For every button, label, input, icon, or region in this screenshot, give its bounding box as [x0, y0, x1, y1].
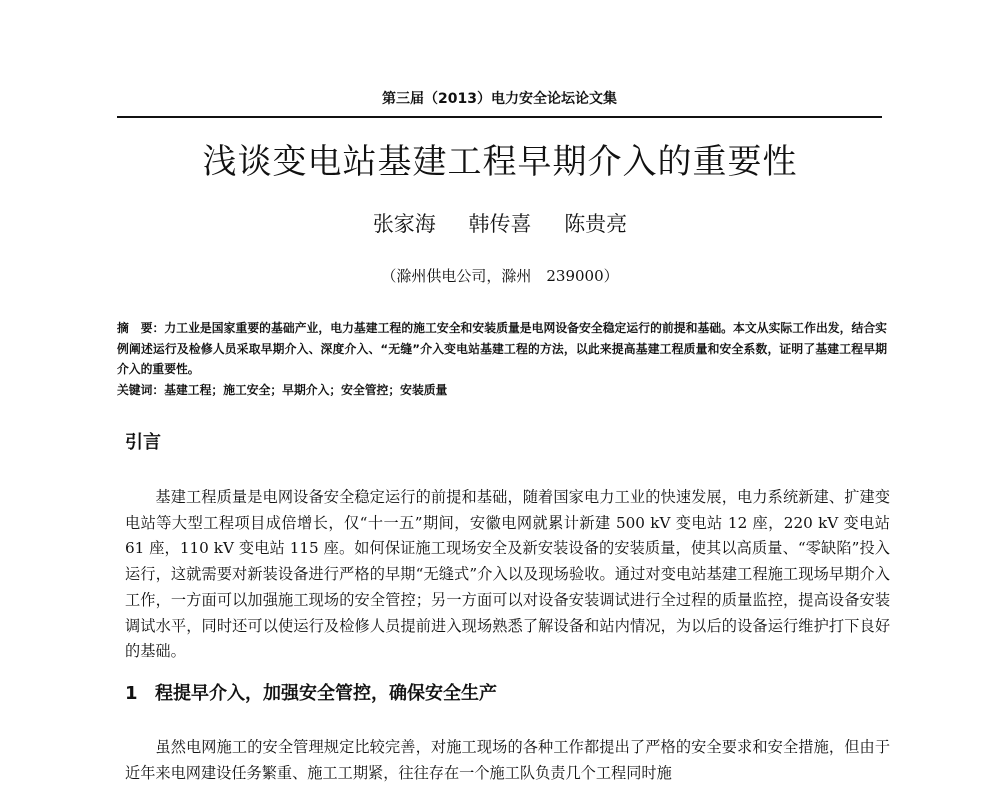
section-heading-1 — [125, 681, 497, 707]
article-title: 浅谈变电站基建工程早期介入的重要性 — [202, 142, 798, 182]
keywords-text: 基建工程；施工安全；早期介入；安全管控；安装质量 — [164, 382, 448, 397]
abstract-text: 力工业是国家重要的基础产业，电力基建工程的施工安全和安装质量是电网设备安全稳定运行的前提和基础。本文从实际工作出发，结合实例阐述运行及检修人员采取早期介入、深度介入、“无缝”介入变电站基建工程的方法，以此来提高基建工程质量和安全系数，证明了基建工程早期介入的重要性。 — [117, 321, 887, 376]
abstract-paragraph — [117, 318, 887, 380]
journal-header — [117, 88, 882, 118]
abstract-label: 摘 要： — [117, 321, 165, 335]
keywords-line — [117, 380, 887, 401]
author-name: 陈贵亮 — [564, 212, 628, 236]
author-name: 张家海 — [372, 212, 436, 236]
section-heading-text: 程提早介入，加强安全管控，确保安全生产 — [155, 683, 497, 704]
author-name: 韩传喜 — [468, 212, 532, 236]
abstract-block — [117, 318, 887, 400]
author-affiliation: （滁州供电公司，滁州 239000） — [381, 267, 619, 285]
keywords-label: 关键词： — [117, 382, 165, 397]
section-number: 1 — [125, 683, 138, 704]
journal-title: 第三届（2013）电力安全论坛论文集 — [382, 91, 617, 107]
section-heading-intro: 引言 — [125, 432, 161, 453]
section1-paragraph: 虽然电网施工的安全管理规定比较完善，对施工现场的各种工作都提出了严格的安全要求和安全措施，但由于近年来电网建设任务繁重、施工工期紧，往往存在一个施工队负责几个工程同时施 — [125, 738, 890, 782]
author-list — [0, 209, 1000, 239]
intro-paragraph: 基建工程质量是电网设备安全稳定运行的前提和基础，随着国家电力工业的快速发展，电力系统新建、扩建变电站等大型工程项目成倍增长，仅“十一五”期间，安徽电网就累计新建 500 kV 变电站 12 座，220 kV 变电站 61 座，110 kV 变电站 115 座。如何保证施工现场安全及新安装设备的安装质量，使其以高质量、“零缺陷”投入运行，这就需要对新装设备进行严格的早期“无缝式”介入以及现场验收。通过对变电站基建工程施工现场早期介入工作，一方面可以加强施工现场的安全管控；另一方面可以对设备安装调试进行全过程的质量监控，提高设备安装调试水平，同时还可以使运行及检修人员提前进入现场熟悉了解设备和站内情况，为以后的设备运行维护打下良好的基础。 — [125, 488, 890, 661]
